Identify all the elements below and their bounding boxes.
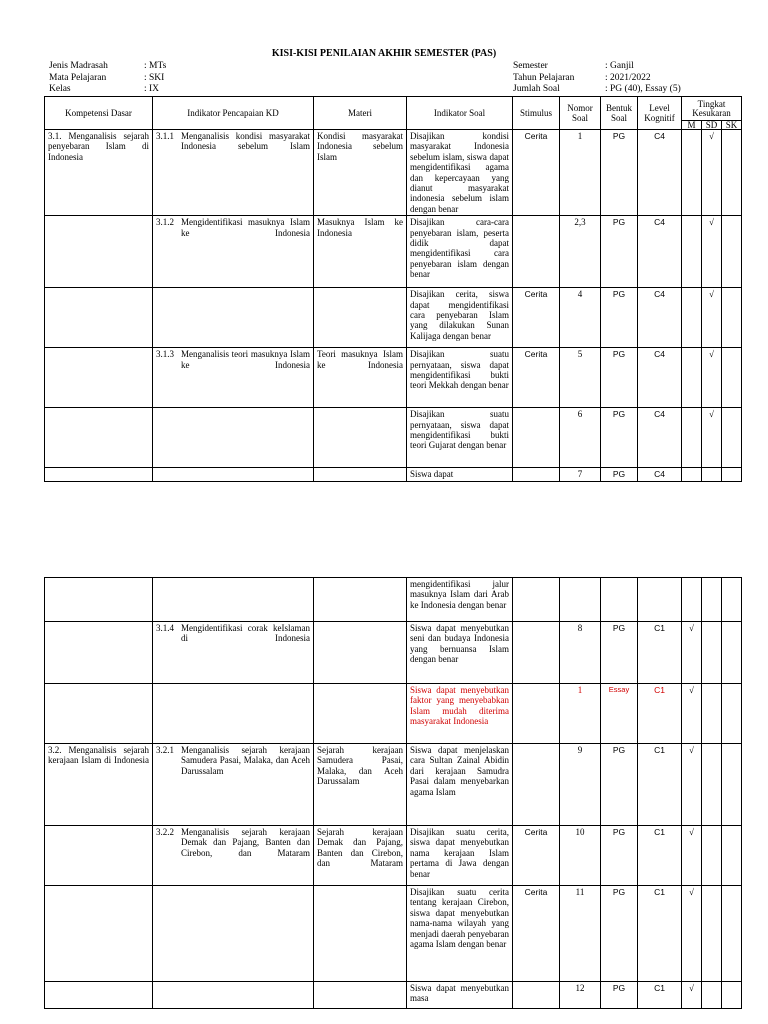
table-row: [45, 130, 742, 216]
cell-tingkat-sk: [722, 348, 742, 408]
header-label: Jenis Madrasah: [49, 61, 108, 71]
col-header-level: Level Kognitif: [638, 97, 682, 130]
cell-stimulus: [513, 578, 560, 622]
cell-level-kognitif: C1: [638, 684, 682, 744]
cell-kompetensi-dasar: [45, 578, 153, 622]
kisi-table-page-2: [44, 577, 742, 1009]
header-label: Semester: [513, 61, 548, 71]
cell-materi: [314, 886, 407, 982]
cell-indikator-soal: Disajikan suatu pernyataan, siswa dapat mengidentifikasi bukti teori Mekkah dengan benar: [407, 348, 513, 408]
cell-materi: [314, 408, 407, 468]
cell-indikator-soal: Siswa dapat menyebutkan masa: [407, 982, 513, 1009]
cell-nomor-soal: 10: [560, 826, 601, 886]
cell-tingkat-sk: [722, 468, 742, 481]
cell-materi: [314, 622, 407, 684]
cell-stimulus: Cerita: [513, 348, 560, 408]
cell-tingkat-sk: [722, 130, 742, 216]
cell-nomor-soal: 7: [560, 468, 601, 481]
cell-tingkat-sk: [722, 982, 742, 1009]
col-header-sk: SK: [722, 121, 742, 130]
header-row-mapel: [49, 73, 166, 85]
cell-nomor-soal: [560, 578, 601, 622]
cell-kompetensi-dasar: [45, 886, 153, 982]
cell-tingkat-sd: [702, 578, 722, 622]
cell-kompetensi-dasar: [45, 348, 153, 408]
cell-level-kognitif: C1: [638, 886, 682, 982]
cell-kompetensi-dasar: 3.1. Menganalisis sejarah penyebaran Islam di Indonesia: [45, 130, 153, 216]
cell-indikator-soal: Siswa dapat: [407, 468, 513, 481]
cell-kompetensi-dasar: 3.2. Menganalisis sejarah kerajaan Islam di Indonesia: [45, 744, 153, 826]
cell-stimulus: [513, 744, 560, 826]
cell-materi: [314, 468, 407, 481]
cell-tingkat-sk: [722, 886, 742, 982]
cell-nomor-soal: 1: [560, 130, 601, 216]
page-title: KISI-KISI PENILAIAN AKHIR SEMESTER (PAS): [271, 48, 497, 59]
header-value: : 2021/2022: [605, 72, 651, 83]
col-header-kd: Kompetensi Dasar: [45, 97, 153, 130]
cell-kompetensi-dasar: [45, 684, 153, 744]
cell-nomor-soal: 1: [560, 684, 601, 744]
cell-level-kognitif: C1: [638, 744, 682, 826]
cell-materi: [314, 578, 407, 622]
cell-bentuk-soal: Essay: [601, 684, 638, 744]
cell-bentuk-soal: PG: [601, 288, 638, 348]
cell-indikator-soal: Siswa dapat menjelaskan cara Sultan Zainal Abidin dari kerajaan Samudra Pasai dalam menyebarkan agama Islam: [407, 744, 513, 826]
col-header-tingkat: Tingkat Kesukaran: [682, 97, 742, 121]
cell-materi: [314, 288, 407, 348]
col-header-ipk: Indikator Pencapaian KD: [153, 97, 314, 130]
cell-indikator-kd: [153, 130, 314, 216]
cell-stimulus: [513, 408, 560, 468]
col-header-m: M: [682, 121, 702, 130]
kisi-table-page-1: [44, 96, 742, 482]
cell-materi: [314, 684, 407, 744]
cell-stimulus: [513, 622, 560, 684]
cell-indikator-soal: Disajikan suatu cerita, siswa dapat menyebutkan nama kerajaan Islam pertama di Jawa dengan benar: [407, 826, 513, 886]
cell-tingkat-sd: [702, 744, 722, 826]
table-row: [45, 622, 742, 684]
cell-kompetensi-dasar: [45, 468, 153, 481]
ipk-number: 3.1.4: [156, 623, 174, 633]
table-row: [45, 348, 742, 408]
cell-bentuk-soal: PG: [601, 826, 638, 886]
cell-indikator-soal: Disajikan kondisi masyarakat Indonesia sebelum islam, siswa dapat mengidentifikasi agama dan kepercayaan yang dianut masyarakat indonesia sebelum islam dengan benar: [407, 130, 513, 216]
cell-indikator-soal: Disajikan suatu cerita tentang kerajaan Cirebon, siswa dapat menyebutkan nama-nama wilayah yang menjadi daerah penyebaran agama Islam dengan benar: [407, 886, 513, 982]
cell-indikator-soal: Disajikan cara-cara penyebaran islam, peserta didik dapat mengidentifikasi cara penyebaran islam dengan benar: [407, 216, 513, 288]
cell-bentuk-soal: PG: [601, 348, 638, 408]
header-row-jumlah: [513, 84, 681, 96]
cell-stimulus: [513, 684, 560, 744]
cell-indikator-kd: [153, 886, 314, 982]
cell-stimulus: Cerita: [513, 130, 560, 216]
ipk-text: Menganalisis sejarah kerajaan Demak dan Pajang, Banten dan Cirebon, dan Mataram: [181, 827, 310, 858]
cell-tingkat-sk: [722, 744, 742, 826]
cell-tingkat-m: [682, 288, 702, 348]
cell-indikator-kd: [153, 216, 314, 288]
ipk-text: Mengidentifikasi corak keIslaman di Indonesia: [181, 623, 310, 644]
cell-stimulus: Cerita: [513, 288, 560, 348]
cell-level-kognitif: C4: [638, 348, 682, 408]
table-row: [45, 684, 742, 744]
ipk-number: 3.2.2: [156, 827, 174, 837]
ipk-text: Menganalisis kondisi masyarakat Indonesia sebelum Islam: [181, 131, 310, 152]
table-row: [45, 886, 742, 982]
cell-indikator-soal: mengidentifikasi jalur masuknya Islam dari Arab ke Indonesia dengan benar: [407, 578, 513, 622]
cell-level-kognitif: C1: [638, 826, 682, 886]
table-row: [45, 468, 742, 481]
cell-stimulus: [513, 468, 560, 481]
cell-tingkat-sd: √: [702, 130, 722, 216]
cell-tingkat-sd: [702, 886, 722, 982]
cell-nomor-soal: 4: [560, 288, 601, 348]
col-header-materi: Materi: [314, 97, 407, 130]
col-header-bentuk: Bentuk Soal: [601, 97, 638, 130]
cell-tingkat-sd: [702, 826, 722, 886]
table-row: [45, 578, 742, 622]
ipk-number: 3.1.1: [156, 131, 174, 141]
cell-bentuk-soal: PG: [601, 622, 638, 684]
cell-kompetensi-dasar: [45, 216, 153, 288]
cell-nomor-soal: 9: [560, 744, 601, 826]
header-value: : SKI: [144, 72, 165, 83]
header-left: [49, 61, 166, 96]
cell-indikator-kd: [153, 348, 314, 408]
cell-level-kognitif: C4: [638, 468, 682, 481]
ipk-text: Menganalisis sejarah kerajaan Samudera Pasai, Malaka, dan Aceh Darussalam: [181, 745, 310, 776]
cell-tingkat-sd: [702, 468, 722, 481]
col-header-sd: SD: [702, 121, 722, 130]
cell-bentuk-soal: PG: [601, 744, 638, 826]
table-row: [45, 216, 742, 288]
cell-nomor-soal: 5: [560, 348, 601, 408]
cell-stimulus: [513, 216, 560, 288]
cell-tingkat-sd: √: [702, 348, 722, 408]
cell-kompetensi-dasar: [45, 826, 153, 886]
cell-nomor-soal: 12: [560, 982, 601, 1009]
header-row-kelas: [49, 84, 166, 96]
header-row-semester: [513, 61, 681, 73]
cell-indikator-kd: [153, 288, 314, 348]
cell-tingkat-m: √: [682, 886, 702, 982]
header-row-madrasah: [49, 61, 166, 73]
cell-tingkat-m: [682, 578, 702, 622]
cell-tingkat-sk: [722, 684, 742, 744]
header-right: [513, 61, 681, 96]
cell-bentuk-soal: PG: [601, 408, 638, 468]
cell-bentuk-soal: PG: [601, 468, 638, 481]
cell-indikator-kd: [153, 578, 314, 622]
cell-tingkat-sk: [722, 622, 742, 684]
header-row-tahun: [513, 73, 681, 85]
header-label: Tahun Pelajaran: [513, 72, 575, 83]
cell-tingkat-sk: [722, 578, 742, 622]
header-label: Kelas: [49, 84, 71, 94]
header-value: : Ganjil: [605, 61, 634, 71]
cell-stimulus: Cerita: [513, 886, 560, 982]
table-row: [45, 744, 742, 826]
cell-level-kognitif: C4: [638, 408, 682, 468]
cell-indikator-kd: [153, 826, 314, 886]
cell-stimulus: Cerita: [513, 826, 560, 886]
cell-indikator-kd: [153, 744, 314, 826]
cell-tingkat-sd: [702, 622, 722, 684]
cell-kompetensi-dasar: [45, 408, 153, 468]
cell-tingkat-sk: [722, 216, 742, 288]
cell-materi: [314, 982, 407, 1009]
cell-materi: Sejarah kerajaan Samudera Pasai, Malaka, dan Aceh Darussalam: [314, 744, 407, 826]
cell-indikator-soal: Disajikan suatu pernyataan, siswa dapat mengidentifikasi bukti teori Gujarat dengan benar: [407, 408, 513, 468]
cell-tingkat-m: [682, 216, 702, 288]
cell-indikator-kd: [153, 622, 314, 684]
header-value: : IX: [144, 84, 160, 94]
cell-bentuk-soal: PG: [601, 216, 638, 288]
cell-indikator-kd: [153, 408, 314, 468]
table-row: [45, 826, 742, 886]
cell-indikator-soal: Siswa dapat menyebutkan faktor yang menyebabkan Islam mudah diterima masyarakat Indonesia: [407, 684, 513, 744]
cell-tingkat-sd: √: [702, 216, 722, 288]
cell-tingkat-sd: [702, 982, 722, 1009]
cell-tingkat-sd: √: [702, 408, 722, 468]
cell-indikator-kd: [153, 468, 314, 481]
cell-tingkat-sk: [722, 826, 742, 886]
cell-materi: Teori masuknya Islam ke Indonesia: [314, 348, 407, 408]
cell-tingkat-sd: √: [702, 288, 722, 348]
cell-level-kognitif: [638, 578, 682, 622]
ipk-number: 3.1.2: [156, 217, 174, 228]
col-header-stimulus: Stimulus: [513, 97, 560, 130]
header-label: Mata Pelajaran: [49, 72, 107, 83]
cell-kompetensi-dasar: [45, 288, 153, 348]
cell-bentuk-soal: PG: [601, 886, 638, 982]
cell-indikator-soal: Disajikan cerita, siswa dapat mengidentifikasi cara penyebaran Islam yang dilakukan Sunan Kalijaga dengan benar: [407, 288, 513, 348]
cell-indikator-kd: [153, 982, 314, 1009]
col-header-nomor: Nomor Soal: [560, 97, 601, 130]
cell-bentuk-soal: [601, 578, 638, 622]
cell-tingkat-m: √: [682, 744, 702, 826]
cell-nomor-soal: 8: [560, 622, 601, 684]
cell-tingkat-m: [682, 408, 702, 468]
cell-materi: Kondisi masyarakat Indonesia sebelum Islam: [314, 130, 407, 216]
header-value: : MTs: [144, 61, 167, 71]
cell-indikator-soal: Siswa dapat menyebutkan seni dan budaya Indonesia yang bernuansa Islam dengan benar: [407, 622, 513, 684]
cell-level-kognitif: C4: [638, 130, 682, 216]
table-row: [45, 408, 742, 468]
cell-nomor-soal: 11: [560, 886, 601, 982]
cell-materi: Sejarah kerajaan Demak dan Pajang, Banten dan Cirebon, dan Mataram: [314, 826, 407, 886]
header-value: : PG (40), Essay (5): [605, 84, 681, 94]
cell-tingkat-m: [682, 130, 702, 216]
cell-level-kognitif: C4: [638, 288, 682, 348]
cell-materi: Masuknya Islam ke Indonesia: [314, 216, 407, 288]
cell-kompetensi-dasar: [45, 622, 153, 684]
header-label: Jumlah Soal: [513, 84, 560, 94]
cell-nomor-soal: 6: [560, 408, 601, 468]
ipk-text: Menganalisis teori masuknya Islam ke Indonesia: [181, 349, 310, 370]
cell-tingkat-sk: [722, 408, 742, 468]
cell-tingkat-sd: [702, 684, 722, 744]
cell-tingkat-m: [682, 468, 702, 481]
cell-level-kognitif: C1: [638, 982, 682, 1009]
cell-level-kognitif: C1: [638, 622, 682, 684]
cell-tingkat-m: √: [682, 622, 702, 684]
cell-tingkat-m: √: [682, 826, 702, 886]
cell-tingkat-m: √: [682, 684, 702, 744]
cell-tingkat-m: √: [682, 982, 702, 1009]
ipk-number: 3.2.1: [156, 745, 174, 755]
cell-bentuk-soal: PG: [601, 982, 638, 1009]
cell-tingkat-m: [682, 348, 702, 408]
cell-level-kognitif: C4: [638, 216, 682, 288]
ipk-number: 3.1.3: [156, 349, 174, 360]
ipk-text: Mengidentifikasi masuknya Islam ke Indonesia: [181, 217, 310, 238]
cell-indikator-kd: [153, 684, 314, 744]
cell-kompetensi-dasar: [45, 982, 153, 1009]
cell-bentuk-soal: PG: [601, 130, 638, 216]
table-row: [45, 982, 742, 1009]
cell-nomor-soal: 2,3: [560, 216, 601, 288]
col-header-indikator: Indikator Soal: [407, 97, 513, 130]
cell-stimulus: [513, 982, 560, 1009]
cell-tingkat-sk: [722, 288, 742, 348]
table-row: [45, 288, 742, 348]
